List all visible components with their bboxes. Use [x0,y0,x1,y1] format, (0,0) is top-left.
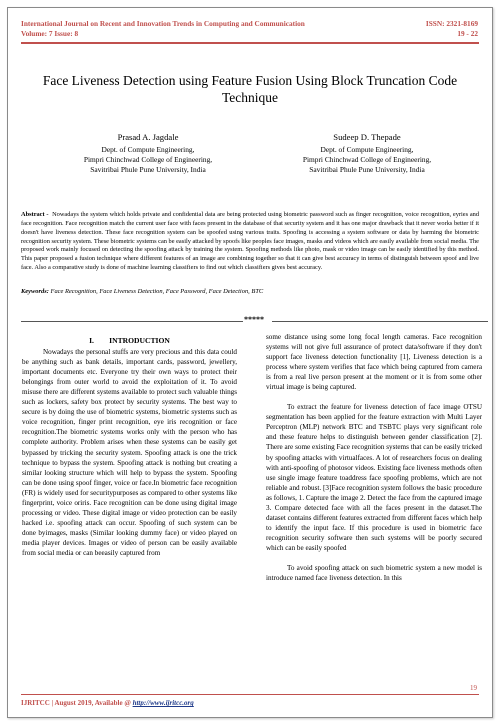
author-dept: Dept. of Compute Engineering, [101,145,195,154]
footer-link[interactable]: http://www.ijritcc.org [132,699,194,707]
abstract-label: Abstract - [21,211,49,218]
author-college: Pimpri Chinchwad College of Engineering, [83,155,213,164]
author-block-1 [48,132,248,175]
author-dept: Dept. of Compute Engineering, [320,145,414,154]
abstract [21,211,479,273]
paper-page [7,7,493,718]
separator-line-left [21,321,243,322]
journal-name: International Journal on Recent and Innovation Trends in Computing and Communication [21,19,305,28]
footer-text: IJRITCC | August 2019, Available @ [21,699,131,707]
footer-rule [21,694,479,695]
author-university: Savitribai Phule Pune University, India [309,165,425,174]
author-college: Pimpri Chinchwad College of Engineering, [302,155,432,164]
separator-stars: ***** [244,315,264,324]
page-number: 19 [470,684,477,692]
author-university: Savitribai Phule Pune University, India [90,165,206,174]
right-column [266,332,482,583]
paragraph: To extract the feature for liveness detection of face image OTSU segmentation has been applied for the feature extraction with Multi Layer Perceptron (MLP) network BTC and TSBTC plays very significant role and these feature helps to distinguish between gender classification [2]. There are some existing Face recognition systems that can be easily tricked by spoofing attacks with virtualfaces. A lot of researchers focus on dealing with anti-spoofing of photosor videos. Existing face liveness methods often use single image feature toaddress face spoofing problems, which are not reliable and robust. [3]Face recognition system follows the basic procedure as follows, 1. Capture the image 2. Detect the face from the captured image 3. Compare detected face with all the faces present in the dataset.The dataset contains different features extracted from different faces which help to identify the input face. If this procedure is used in biometric face recognition security software then such systems will be poorly secured which can be easily spoofed [266,403,482,552]
author-name: Prasad A. Jagdale [117,132,179,142]
paragraph: Nowadays the personal stuffs are very precious and this data could be anything such as bank details, important cards, password, jewellery, important documents etc. Everyone try their own ways to protect their belongings from outer world to avoid the exploitation of it. To avoid misuse there are different systems available to protect such valuable things such as lockers, safety box protect by security systems. The best way to secure is by doing the use of biometric systems, biometric systems such as voice recognition, finger print recognition, eye iris recognition or face recognition.The biometric systems works only with the person who has complete authority. Problem arises when these systems can be easily get bypassed by tricking the security system. Spoofing attack is one the trick technique to bypass the system. Spoofing attack is nothing but creating a similar looking structure which will help to bypass the system. Spoofing can be done using spoof finger, voice or face.In biometric face recognition (FR) is widely used for securitypurposes as compared to other systems like fingerprint, voice oriris. Face recognition can be done using digital image processing or video. These digital image or video protection can be easily hacked i.e. spoofing attack can occur. Spoofing of such system can be done byimages, masks (Similar looking dummy face) or video played on media player devices. Images or video of person can be easily available from social media or can beeasily captured from [22,348,237,557]
footer [21,699,194,707]
journal-issn: ISSN: 2321-8169 [425,19,478,28]
left-column [22,336,237,558]
separator-line-right [272,321,488,322]
keywords-label: Keywords: [21,288,49,295]
journal-header [21,19,305,38]
author-block-2 [267,132,467,175]
keywords-text: Face Recognition, Face Liveness Detection, Face Password, Face Detection, BTC [50,288,264,295]
journal-pages: 19 - 22 [457,28,478,38]
section-heading: I. INTRODUCTION [89,336,170,345]
keywords [21,288,479,295]
header-rule [21,42,479,44]
journal-issn-block [426,19,478,38]
abstract-text: Nowadays the system which holds private and confidential data are being protected using biometric password such as finger recognition, voice recognition, eyries and face recognition. Face recognition match the current user face with faces present in the database of that security system and it has one major drawback that it never works better if it doesn't have liveness detection. These face recognition system can be spoofed using various traits. Spoofing is accessing a system software or data by harming the biometric recognition security system. These biometric systems can be easily attacked by spoofs like peoples face images, masks and videos which are easily available from social media. The proposed work mainly focused on detecting the spoofing attack by training the system. Spoofing methods like photo, mask or video image can be easily identified by this method. This paper proposed a fusion technique where different features of an image are combining together so that it can give best accuracy in terms of distinguish between spoof and live face. Also a comparative study is done of machine learning classifiers to find out which classifiers gives best accuracy. [21,211,479,272]
paragraph: To avoid spoofing attack on such biometric system a new model is introduce named face liveness detection. In this [266,563,482,583]
author-name: Sudeep D. Thepade [333,132,401,142]
paragraph: some distance using some long focal length cameras. Face recognition systems will not give full assurance of protect data/software if they don't support face liveness detection functionality [1], Liveness detection is a process where system verifies that face which being captured from camera is from a real live person present at the moment or it is from some other virtual image is being captured. [266,333,482,392]
paper-title: Face Liveness Detection using Feature Fusion Using Block Truncation Code Technique [42,73,458,105]
journal-volume: Volume: 7 Issue: 8 [21,28,79,38]
